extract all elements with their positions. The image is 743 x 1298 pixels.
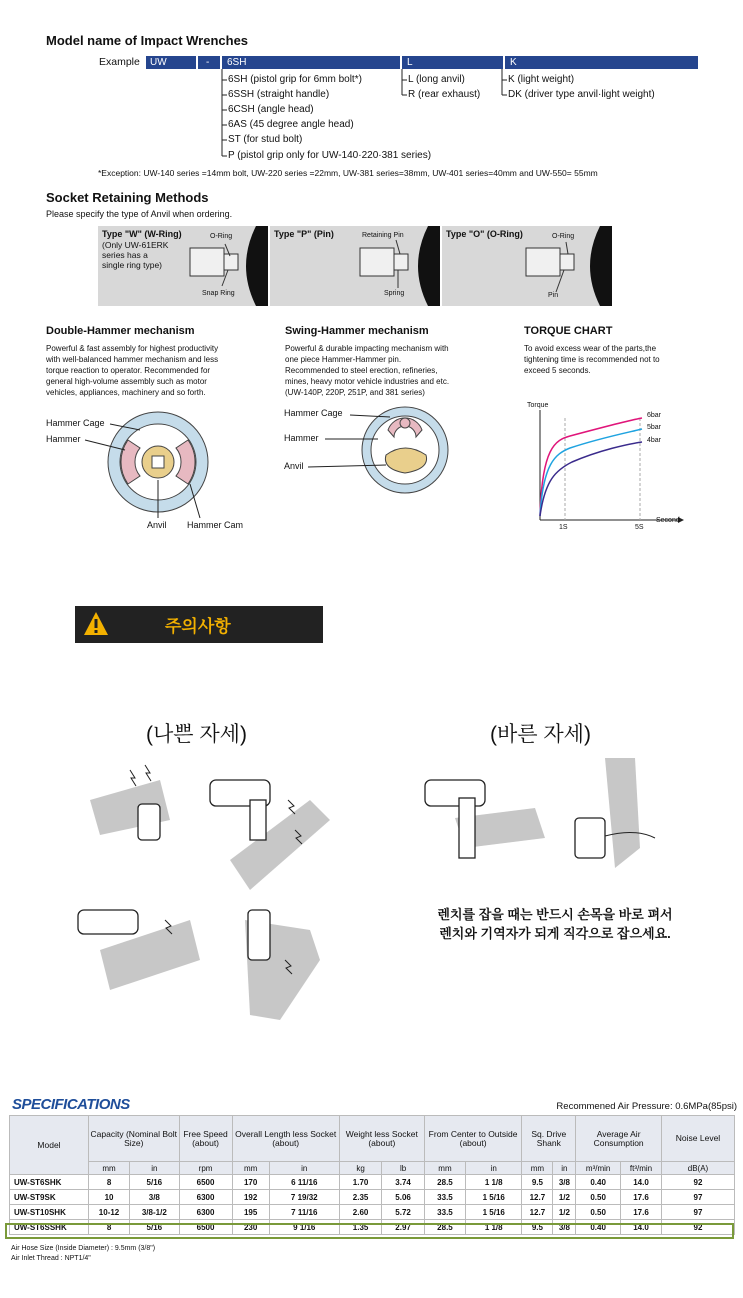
- label-anvil: Anvil: [284, 461, 304, 471]
- socket-label: Retaining Pin: [362, 232, 404, 239]
- col-noise: Noise Level: [662, 1116, 735, 1162]
- table-cell: 5/16: [130, 1175, 179, 1190]
- weight-option: DK (driver type anvil·light weight): [508, 89, 655, 100]
- posture-note: [420, 905, 690, 943]
- table-cell: 14.0: [621, 1175, 662, 1190]
- torque-series-label: 6bar: [647, 412, 662, 419]
- label-hammer-cage: Hammer Cage: [46, 418, 105, 428]
- table-cell: 1 1/8: [466, 1175, 522, 1190]
- table-cell: 9 1/16: [269, 1220, 339, 1235]
- torque-y-label: Torque: [527, 402, 549, 409]
- table-cell: 3.74: [382, 1175, 425, 1190]
- table-cell: 192: [232, 1190, 269, 1205]
- text-line: general high-volume assembly such as motor: [46, 377, 207, 386]
- table-cell: 10-12: [89, 1205, 130, 1220]
- highlight-row-frame: [5, 1223, 734, 1239]
- col-weight: Weight less Socket (about): [339, 1116, 424, 1162]
- table-cell: 8: [89, 1175, 130, 1190]
- table-cell: 6300: [179, 1205, 232, 1220]
- specs-title: SPECIFICATIONS: [12, 1096, 130, 1113]
- unit: mm: [424, 1162, 465, 1175]
- table-cell: 1/2: [553, 1205, 576, 1220]
- socket-title: Socket Retaining Methods: [46, 190, 209, 205]
- swing-hammer-title: Swing-Hammer mechanism: [285, 325, 429, 337]
- table-cell: 170: [232, 1175, 269, 1190]
- label-hammer-cam: Hammer Cam: [187, 520, 244, 530]
- table-cell: 3/8: [130, 1190, 179, 1205]
- double-hammer-title: Double-Hammer mechanism: [46, 325, 195, 337]
- socket-type-title: Type "O" (O-Ring): [446, 229, 523, 239]
- col-capacity: Capacity (Nominal Bolt Size): [89, 1116, 180, 1162]
- type-option: 6SH (pistol grip for 6mm bolt*): [228, 74, 362, 85]
- warning-title: 주의사항: [165, 617, 231, 636]
- table-cell: 7 19/32: [269, 1190, 339, 1205]
- example-option2: K: [510, 57, 517, 68]
- unit: mm: [89, 1162, 130, 1175]
- unit: m³/min: [576, 1162, 621, 1175]
- table-cell: 7 11/16: [269, 1205, 339, 1220]
- table-cell: 1.35: [339, 1220, 382, 1235]
- socket-subtitle: Please specify the type of Anvil when ordering.: [46, 209, 233, 219]
- example-dash: -: [206, 57, 210, 68]
- text-line: Recommended to steel erection, refineries,: [285, 366, 438, 375]
- model-cell: UW-ST9SK: [10, 1190, 89, 1205]
- warning-icon: [83, 611, 109, 637]
- anvil-option: R (rear exhaust): [408, 89, 481, 100]
- table-cell: 1/2: [553, 1190, 576, 1205]
- socket-label: Snap Ring: [202, 290, 235, 297]
- col-air: Average Air Consumption: [576, 1116, 662, 1162]
- table-cell: 0.50: [576, 1205, 621, 1220]
- weight-option: K (light weight): [508, 74, 575, 85]
- table-cell: 2.35: [339, 1190, 382, 1205]
- table-cell: 8: [89, 1220, 130, 1235]
- torque-series-label: 5bar: [647, 424, 662, 431]
- table-cell: 2.97: [382, 1220, 425, 1235]
- bad-posture-illustrations: [70, 760, 340, 1030]
- bar-divider: [220, 56, 222, 69]
- unit: ft³/min: [621, 1162, 662, 1175]
- table-cell: 3/8-1/2: [130, 1205, 179, 1220]
- text-line: tightening time is recommended not to: [524, 355, 660, 364]
- table-cell: 6 11/16: [269, 1175, 339, 1190]
- note-line: series has a: [102, 250, 148, 260]
- col-free-speed: Free Speed (about): [179, 1116, 232, 1162]
- table-cell: 6300: [179, 1190, 232, 1205]
- text-line: mines, heavy motor vehicle industries and etc.: [285, 377, 450, 386]
- model-cell: UW-ST10SHK: [10, 1205, 89, 1220]
- double-hammer-text: [46, 343, 218, 398]
- torque-x-tick: 1S: [559, 524, 568, 531]
- col-model: Model: [10, 1116, 89, 1175]
- anvil-option: L (long anvil): [408, 74, 465, 85]
- table-row: [10, 1190, 735, 1205]
- table-cell: 1 1/8: [466, 1220, 522, 1235]
- table-cell: 3/8: [553, 1220, 576, 1235]
- torque-curve-5bar: [540, 429, 642, 516]
- note-line: 렌치와 기역자가 되게 직각으로 잡으세요.: [439, 926, 671, 941]
- good-posture-illustrations: [415, 758, 660, 918]
- table-cell: 2.60: [339, 1205, 382, 1220]
- table-cell: 9.5: [522, 1220, 553, 1235]
- spec-footnote: Air Hose Size (Inside Diameter) : 9.5mm (3/8"): [11, 1245, 156, 1252]
- torque-curve-4bar: [540, 442, 642, 516]
- text-line: with well-balanced hammer mechanism and less: [46, 355, 219, 364]
- note-line: 렌치를 잡을 때는 반드시 손목을 바로 펴서: [437, 907, 673, 922]
- text-line: To avoid excess wear of the parts,the: [524, 344, 657, 353]
- table-cell: 28.5: [424, 1220, 465, 1235]
- bar-divider: [196, 56, 198, 69]
- table-cell: 12.7: [522, 1190, 553, 1205]
- type-option: ST (for stud bolt): [228, 134, 303, 145]
- model-cell: UW-ST6SSHK: [10, 1220, 89, 1235]
- good-posture-title: (바른 자세): [490, 723, 591, 746]
- socket-label: O-Ring: [552, 233, 575, 240]
- bar-divider: [400, 56, 402, 69]
- socket-label: O-Ring: [210, 233, 233, 240]
- table-cell: 0.40: [576, 1175, 621, 1190]
- label-anvil: Anvil: [147, 520, 167, 530]
- label-hammer-cage: Hammer Cage: [284, 408, 343, 418]
- socket-type-title: Type "W" (W-Ring): [102, 229, 182, 239]
- table-row: [10, 1175, 735, 1190]
- type-option: 6SSH (straight handle): [228, 89, 330, 100]
- table-cell: 1 5/16: [466, 1205, 522, 1220]
- table-cell: 10: [89, 1190, 130, 1205]
- bar-divider: [503, 56, 505, 69]
- table-cell: 6500: [179, 1175, 232, 1190]
- table-cell: 6500: [179, 1220, 232, 1235]
- unit: in: [130, 1162, 179, 1175]
- socket-label: Spring: [384, 290, 405, 297]
- swing-hammer-diagram: [280, 405, 470, 495]
- table-cell: 14.0: [621, 1220, 662, 1235]
- table-cell: 1 5/16: [466, 1190, 522, 1205]
- table-cell: 5.06: [382, 1190, 425, 1205]
- type-option: P (pistol grip only for UW-140·220·381 series): [228, 150, 432, 161]
- model-name-title: Model name of Impact Wrenches: [46, 33, 249, 48]
- unit: mm: [522, 1162, 553, 1175]
- type-option: 6CSH (angle head): [228, 104, 314, 115]
- table-cell: 97: [662, 1190, 735, 1205]
- unit: lb: [382, 1162, 425, 1175]
- text-line: exceed 5 seconds.: [524, 366, 591, 375]
- double-hammer-diagram: [40, 410, 260, 535]
- torque-text: [524, 343, 660, 376]
- example-type: 6SH: [227, 57, 247, 68]
- table-cell: 195: [232, 1205, 269, 1220]
- socket-type-note: [102, 240, 168, 270]
- exception-note: *Exception: UW-140 series =14mm bolt, UW-220 series =22mm, UW-381 series=38mm, UW-401 series=40mm and UW-550= 55mm: [98, 168, 598, 178]
- col-center: From Center to Outside (about): [424, 1116, 522, 1162]
- table-cell: 1.70: [339, 1175, 382, 1190]
- model-cell: UW-ST6SHK: [10, 1175, 89, 1190]
- table-cell: 0.40: [576, 1220, 621, 1235]
- note-line: single ring type): [102, 260, 163, 270]
- specs-pressure: Recommened Air Pressure: 0.6MPa(85psi): [556, 1101, 737, 1112]
- text-line: Powerful & durable impacting mechanism with: [285, 344, 449, 353]
- text-line: Powerful & fast assembly for highest productivity: [46, 344, 219, 353]
- torque-x-label: Second: [656, 517, 680, 524]
- label-hammer: Hammer: [284, 433, 319, 443]
- table-cell: 230: [232, 1220, 269, 1235]
- table-cell: 17.6: [621, 1205, 662, 1220]
- table-cell: 5/16: [130, 1220, 179, 1235]
- unit: in: [269, 1162, 339, 1175]
- text-line: (UW-140P, 220P, 251P, and 381 series): [285, 388, 425, 397]
- unit: in: [466, 1162, 522, 1175]
- table-cell: 92: [662, 1175, 735, 1190]
- table-cell: 9.5: [522, 1175, 553, 1190]
- table-cell: 97: [662, 1205, 735, 1220]
- table-cell: 33.5: [424, 1190, 465, 1205]
- table-cell: 28.5: [424, 1175, 465, 1190]
- table-cell: 92: [662, 1220, 735, 1235]
- socket-label: Pin: [548, 292, 559, 299]
- swing-hammer-text: [285, 343, 449, 398]
- spec-footnote: Air Inlet Thread : NPT1/4": [11, 1255, 91, 1262]
- type-option: 6AS (45 degree angle head): [228, 119, 354, 130]
- table-cell: 33.5: [424, 1205, 465, 1220]
- unit: rpm: [179, 1162, 232, 1175]
- unit: dB(A): [662, 1162, 735, 1175]
- col-length: Overall Length less Socket (about): [232, 1116, 339, 1162]
- example-prefix: UW: [150, 57, 167, 68]
- text-line: torque reaction to operator. Recommended for: [46, 366, 211, 375]
- unit: in: [553, 1162, 576, 1175]
- table-cell: 3/8: [553, 1175, 576, 1190]
- table-cell: 0.50: [576, 1190, 621, 1205]
- table-cell: 5.72: [382, 1205, 425, 1220]
- example-option1: L: [407, 57, 413, 68]
- torque-series-label: 4bar: [647, 437, 662, 444]
- specs-table: [9, 1115, 735, 1235]
- table-cell: 17.6: [621, 1190, 662, 1205]
- torque-x-tick: 5S: [635, 524, 644, 531]
- note-line: (Only UW-61ERK: [102, 240, 169, 250]
- label-hammer: Hammer: [46, 434, 81, 444]
- bad-posture-title: (나쁜 자세): [146, 723, 247, 746]
- text-line: vehicles, appliances, machinery and so forth.: [46, 388, 206, 397]
- torque-title: TORQUE CHART: [524, 325, 613, 337]
- text-line: one piece Hammer-Hammer pin.: [285, 355, 402, 364]
- table-row: [10, 1205, 735, 1220]
- unit: kg: [339, 1162, 382, 1175]
- unit: mm: [232, 1162, 269, 1175]
- table-cell: 12.7: [522, 1205, 553, 1220]
- socket-type-title: Type "P" (Pin): [274, 229, 334, 239]
- col-drive: Sq. Drive Shank: [522, 1116, 576, 1162]
- example-label: Example: [99, 56, 140, 68]
